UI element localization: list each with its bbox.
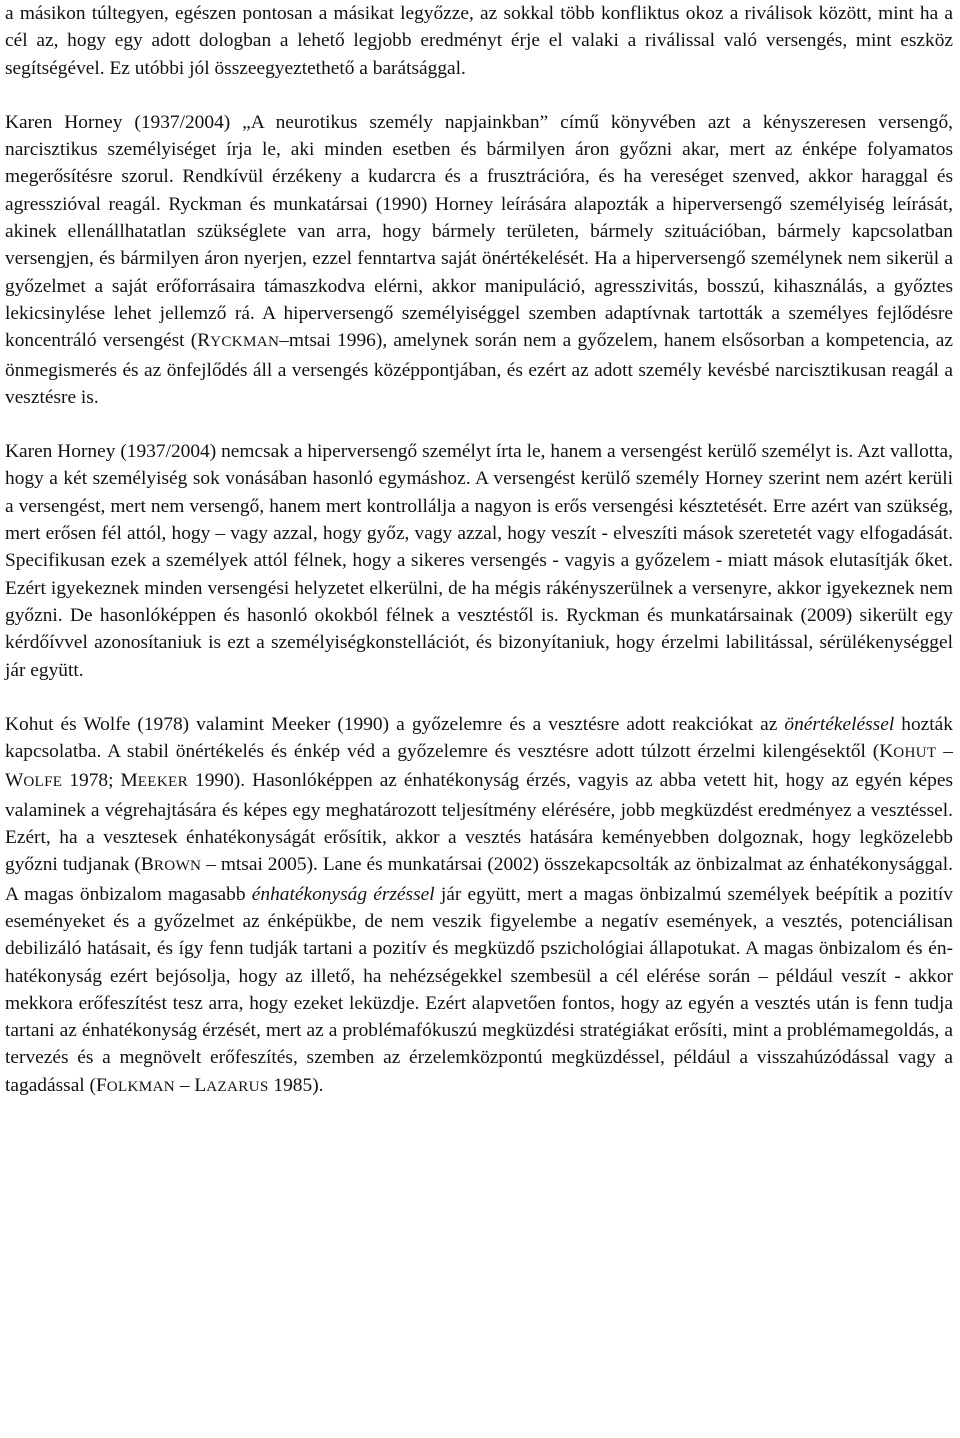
author-smallcaps: OLKMAN	[106, 1078, 175, 1095]
paragraph-1	[5, 0, 953, 82]
paragraph-text: 1978; M	[62, 770, 138, 792]
paragraph-text: Karen Horney (1937/2004) nemcsak a hiperversengő személyt írta le, hanem a versengést kerülő személyt is. Azt vallotta, hogy a két személyiség sok vonásában hasonló egymáshoz. A versengést kerülő személy Horney szerint nem azért kerüli a versengést, mert nem versengő, hanem mert kontrollálja a nagyon is erős versengési késztetését. Erre azért van szükség, mert erősen fél attól, hogy – vagy azzal, hogy győz, vagy azzal, hogy veszít - elveszíti mások szeretetét vagy elfogadását. Specifikusan ezek a személyek attól félnek, hogy a sikeres versengés - vagyis a győzelem - miatt mások elutasítják őket. Ezért igyekeznek minden versengési helyzetet elkerülni, de ha mégis rákényszerülnek a versenyre, akkor igyekeznek nem győzni. De hasonlóképpen és hasonló okokból félnek a vesztéstől is. Ryckman és munkatársainak (2009) sikerült egy kérdőívvel azonosítaniuk is ezt a személyiségkonstellációt, és bizonyítaniuk, hogy érzelmi labilitással, sérülékenységgel jár együtt.	[5, 441, 953, 681]
paragraph-gap	[5, 82, 953, 109]
paragraph-text: a másikon túltegyen, egészen pontosan a másikat legyőzze, az sokkal több konfliktus okoz a riválisok között, mint ha a cél az, hogy egy adott dologban a lehető legjobb eredményt érje el valaki a riválissal való versengés, mint eszköz segítségével. Ez utóbbi jól összeegyeztethető a barátsággal.	[5, 3, 953, 79]
paragraph-text: – mtsai 2005). Lane és munkatársai (2002) összekapcsolták az önbizalmat az énhatékonysággal. A magas önbizalom magasabb	[5, 854, 953, 905]
paragraph-2	[5, 109, 953, 411]
author-smallcaps: ROWN	[153, 858, 202, 875]
paragraph-gap	[5, 684, 953, 711]
paragraph-text: – W	[5, 741, 953, 792]
paragraph-text: – L	[174, 1074, 207, 1096]
paragraph-text: jár együtt, mert a magas önbizalmú személyek beépítik a pozitív eseményeket és a győzelmet az énképükbe, de nem veszik figyelembe a negatív események, a vesztés, potenciálisan debilizáló hatásait, és így fenn tudják tartani a pozitív és megküzdő pszichológiai állapotukat. A magas önbizalom és én-hatékonyság ezért bejósolja, hogy az illető, ha nehézségekkel szembesül a cél elérése során – például veszít - akkor mekkora erőfeszítést tesz arra, hogy ezeket leküzdje. Ezért alapvetően fontos, hogy az egyén a vesztés után is fenn tudja tartani az énhatékonyság érzését, mert az a problémafókuszú megküzdési stratégiákat erősíti, mint a problémamegoldás, a tervezés és a megnövelt erőfeszítés, szemben az érzelemközpontú megküzdéssel, például a visszahúzódással vagy a tagadással (F	[5, 883, 953, 1096]
author-smallcaps: OHUT	[893, 745, 937, 762]
paragraph-text: 1990). Hasonlóképpen az énhatékonyság érzés, vagyis az abba vetett hit, hogy az egyén képes valaminek a végrehajtására és képes egy meghatározott teljesítmény elérésére, jobb megküzdést eredményez a vesztéssel. Ezért, ha a vesztesek énhatékonyságát erősítik, akkor a vesztés hatására keményebben dolgoznak, hogy legközelebb győzni tudjanak (B	[5, 770, 953, 876]
author-smallcaps: OLFE	[23, 774, 63, 791]
italic-term: önértékeléssel	[784, 713, 895, 735]
document-page	[5, 0, 953, 1101]
author-smallcaps: EEKER	[137, 774, 188, 791]
paragraph-text: –mtsai 1996), amelynek során nem a győzelem, hanem elsősorban a kompetencia, az önmegismerés és az önfejlődés áll a versengés középpontjában, és ezért az adott személy kevésbé narcisztikusan reagál a vesztésre is.	[5, 330, 953, 408]
author-smallcaps: YCKMAN	[210, 334, 280, 351]
paragraph-text: Karen Horney (1937/2004) „A neurotikus személy napjainkban” című könyvében azt a kényszeresen versengő, narcisztikus személyiséget írja le, aki minden esetben és bármilyen áron győzni akar, mert az énképe folyamatos megerősítésre szorul. Rendkívül érzékeny a kudarcra és a frusztrációra, és ha vereséget szenved, akkor haraggal és agresszióval reagál. Ryckman és munkatársai (1990) Horney leírására alapozták a hiperversengő személyiség leírását, akinek ellenállhatatlan szükséglete van arra, hogy bármely területen, bármely szituációban, bármely kapcsolatban versengjen, és bármilyen áron nyerjen, ezzel fenntartva saját önértékelését. Ha a hiperversengő személynek nem sikerül a győzelmet a saját erőforrásaira támaszkodva elérni, akkor manipuláció, agresszivitás, bosszú, kihasználás, a győztes lekicsinylése lehet jellemző rá. A hiperversengő személyiséggel szemben adaptívnak tartották a személyes fejlődésre koncentráló versengést (R	[5, 111, 953, 352]
paragraph-text: hozták kapcsolatba. A stabil önértékelés és énkép véd a győzelemre és vesztésre adott túlzott érzelmi kilengésektől (K	[5, 713, 953, 763]
paragraph-3	[5, 438, 953, 684]
paragraph-text: Kohut és Wolfe (1978) valamint Meeker (1990) a győzelemre és a vesztésre adott reakciókat az	[5, 713, 785, 735]
italic-term: énhatékonyság érzéssel	[251, 883, 435, 905]
paragraph-text: 1985).	[268, 1074, 324, 1096]
paragraph-gap	[5, 411, 953, 438]
paragraph-4	[5, 711, 953, 1101]
author-smallcaps: AZARUS	[206, 1078, 269, 1095]
